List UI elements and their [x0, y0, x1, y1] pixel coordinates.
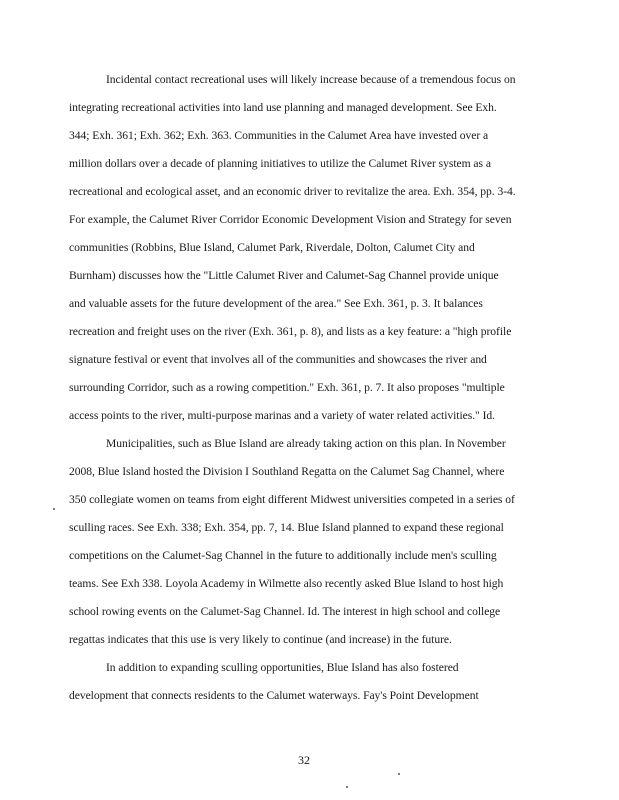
text-line: competitions on the Calumet-Sag Channel in the future to additionally include men's sculling — [69, 549, 497, 562]
text-line: recreation and freight uses on the river (Exh. 361, p. 8), and lists as a key feature: a "high profile — [69, 325, 512, 338]
text-line: teams. See Exh 338. Loyola Academy in Wilmette also recently asked Blue Island to host high — [69, 577, 504, 590]
text-line: In addition to expanding sculling opportunities, Blue Island has also fostered — [106, 661, 459, 674]
page-number: 32 — [298, 753, 310, 767]
text-line: million dollars over a decade of planning initiatives to utilize the Calumet River system as a — [69, 157, 491, 170]
text-line: school rowing events on the Calumet-Sag Channel. Id. The interest in high school and college — [69, 605, 501, 618]
text-line: regattas indicates that this use is very likely to continue (and increase) in the future. — [69, 633, 452, 646]
scan-speck — [53, 508, 55, 510]
text-line: Incidental contact recreational uses will likely increase because of a tremendous focus on — [106, 73, 516, 86]
text-line: recreational and ecological asset, and an economic driver to revitalize the area. Exh. 354, pp. 3-4. — [69, 185, 516, 198]
text-line: surrounding Corridor, such as a rowing competition." Exh. 361, p. 7. It also proposes "multiple — [69, 381, 505, 394]
text-line: and valuable assets for the future development of the area." See Exh. 361, p. 3. It balances — [69, 297, 483, 310]
text-line: access points to the river, multi-purpose marinas and a variety of water related activities." Id. — [69, 409, 495, 422]
text-line: 2008, Blue Island hosted the Division I Southland Regatta on the Calumet Sag Channel, where — [69, 465, 505, 478]
text-line: development that connects residents to the Calumet waterways. Fay's Point Development — [69, 689, 479, 702]
text-line: signature festival or event that involves all of the communities and showcases the river and — [69, 353, 487, 366]
text-line: Municipalities, such as Blue Island are already taking action on this plan. In November — [106, 437, 506, 450]
scan-speck — [346, 786, 348, 788]
text-line: communities (Robbins, Blue Island, Calumet Park, Riverdale, Dolton, Calumet City and — [69, 241, 475, 254]
text-line: integrating recreational activities into land use planning and managed development. See Exh. — [69, 101, 497, 114]
text-line: 350 collegiate women on teams from eight different Midwest universities competed in a series of — [69, 493, 515, 506]
text-line: 344; Exh. 361; Exh. 362; Exh. 363. Communities in the Calumet Area have invested over a — [69, 129, 489, 142]
text-line: Burnham) discusses how the "Little Calumet River and Calumet-Sag Channel provide unique — [69, 269, 499, 282]
text-line: For example, the Calumet River Corridor Economic Development Vision and Strategy for seven — [69, 213, 512, 226]
scan-speck — [398, 773, 400, 775]
text-line: sculling races. See Exh. 338; Exh. 354, pp. 7, 14. Blue Island planned to expand these regional — [69, 521, 504, 534]
